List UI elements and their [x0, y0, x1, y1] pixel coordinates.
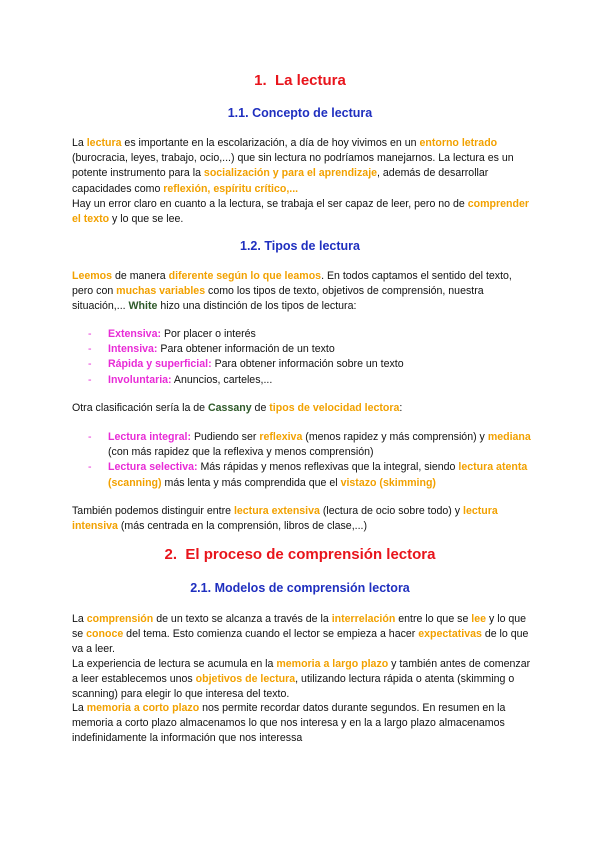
paragraph-concepto-2: Hay un error claro en cuanto a la lectura, se trabaja el ser capaz de leer, pero no de comprender el texto y lo que se lee.	[72, 198, 529, 226]
list-item: - Lectura selectiva: Más rápidas y menos reflexivas que la integral, siendo lectura atenta (scanning) más lenta y más comprendida que el vistazo (skimming)	[88, 461, 528, 489]
list-item: - Intensiva: Para obtener información de un texto	[88, 343, 335, 356]
heading-1-la-lectura: 1. La lectura	[254, 72, 346, 89]
list-tipos-white	[88, 327, 538, 388]
paragraph-concepto-1: La lectura es importante en la escolarización, a día de hoy vivimos en un entorno letrado (burocracia, leyes, trabajo, ocio,...) que sin lectura no podríamos manejarnos. La lectura es un potente instrumento para la socialización y para el aprendizaje, además de desarrollar capacidades como reflexión, espíritu crítico,...	[72, 137, 514, 195]
paragraph-modelos-1: La comprensión de un texto se alcanza a través de la interrelación entre lo que se lee y lo que se conoce del tema. Esto comienza cuando el lector se empieza a hacer expectativas de lo que va a leer.	[72, 613, 529, 656]
list-item: - Involuntaria: Anuncios, carteles,...	[88, 373, 273, 386]
list-item: - Rápida y superficial: Para obtener información sobre un texto	[88, 358, 404, 371]
heading-1-proceso-comprension: 2. El proceso de comprensión lectora	[164, 546, 436, 563]
heading-tipos-de-lectura: 1.2. Tipos de lectura	[240, 239, 360, 253]
heading-concepto-de-lectura: 1.1. Concepto de lectura	[227, 106, 373, 120]
list-item: - Extensiva: Por placer o interés	[88, 328, 256, 340]
heading-modelos-comprension: 2.1. Modelos de comprensión lectora	[190, 581, 410, 595]
paragraph-tipos-intro: Leemos de manera diferente según lo que leamos. En todos captamos el sentido del texto, pero con muchas variables como los tipos de texto, objetivos de comprensión, nuestra situación,... White hizo una distinción de los tipos de lectura:	[72, 270, 512, 313]
list-item: - Lectura integral: Pudiendo ser reflexiva (menos rapidez y más comprensión) y mediana (con más rapidez que la reflexiva y menos comprensión)	[88, 431, 531, 459]
paragraph-cassany: Otra clasificación sería la de Cassany de tipos de velocidad lectora:	[72, 402, 403, 414]
paragraph-modelos-2: La experiencia de lectura se acumula en la memoria a largo plazo y también antes de comenzar a leer establecemos unos objetivos de lectura, utilizando lectura rápida o atenta (skimming o scanning) para elegir lo que interesa del texto.	[72, 658, 531, 701]
paragraph-extensiva-intensiva: También podemos distinguir entre lectura extensiva (lectura de ocio sobre todo) y lectura intensiva (más centrada en la comprensión, libros de clase,...)	[72, 505, 498, 533]
list-tipos-cassany	[88, 430, 538, 491]
paragraph-modelos-3: La memoria a corto plazo nos permite recordar datos durante segundos. En resumen en la memoria a corto plazo almacenamos lo que nos interesa y en la a largo plazo almacenamos indefinidamente la información que nos interessa	[72, 702, 506, 745]
